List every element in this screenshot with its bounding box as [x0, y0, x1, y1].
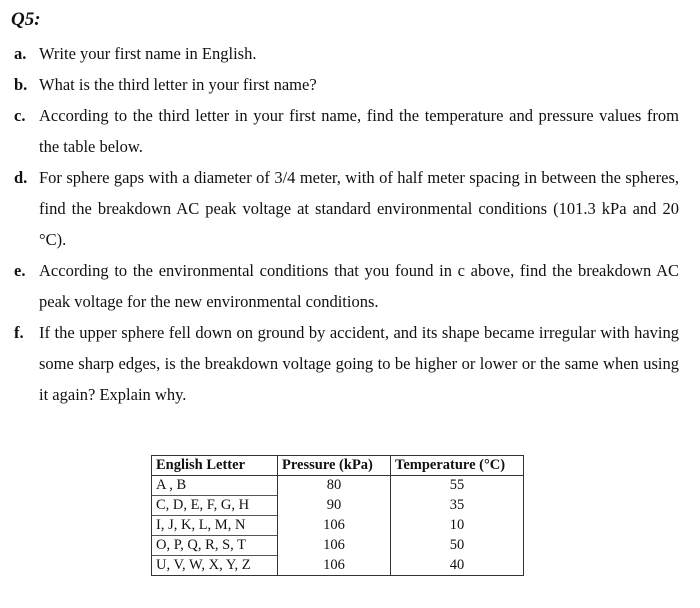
item-a — [14, 38, 679, 69]
item-c — [14, 100, 679, 162]
cell-pressure: 80 — [278, 476, 391, 496]
cell-letters: A , B — [152, 476, 278, 496]
conditions-table — [151, 455, 524, 576]
item-text: Write your first name in English. — [39, 44, 257, 63]
table-row — [152, 516, 524, 536]
question-items — [14, 38, 679, 410]
item-text: According to the environmental conditions that you found in c above, find the breakdown AC peak voltage for the new environmental conditions. — [39, 261, 679, 311]
cell-temperature: 35 — [391, 496, 524, 516]
item-text: For sphere gaps with a diameter of 3/4 meter, with of half meter spacing in between the spheres, find the breakdown AC peak voltage at standard environmental conditions (101.3 kPa and 20 °C). — [39, 168, 679, 249]
cell-pressure: 106 — [278, 516, 391, 536]
cell-letters: C, D, E, F, G, H — [152, 496, 278, 516]
cell-temperature: 50 — [391, 536, 524, 556]
cell-letters: I, J, K, L, M, N — [152, 516, 278, 536]
item-marker: d. — [14, 168, 28, 187]
cell-letters: O, P, Q, R, S, T — [152, 536, 278, 556]
conditions-table-wrapper — [151, 455, 524, 576]
item-text: According to the third letter in your first name, find the temperature and pressure values from the table below. — [39, 106, 679, 156]
table-row — [152, 496, 524, 516]
cell-temperature: 55 — [391, 476, 524, 496]
item-e — [14, 255, 679, 317]
cell-pressure: 90 — [278, 496, 391, 516]
cell-pressure: 106 — [278, 556, 391, 576]
cell-pressure: 106 — [278, 536, 391, 556]
header-english-letter: English Letter — [152, 456, 278, 476]
item-b — [14, 69, 679, 100]
table-header-row — [152, 456, 524, 476]
item-marker: b. — [14, 75, 28, 94]
question-title: Q5: — [11, 9, 41, 30]
item-marker: e. — [14, 261, 26, 280]
item-d — [14, 162, 679, 255]
item-marker: f. — [14, 323, 24, 342]
header-temperature: Temperature (°C) — [391, 456, 524, 476]
item-f — [14, 317, 679, 410]
cell-temperature: 40 — [391, 556, 524, 576]
item-marker: a. — [14, 44, 27, 63]
table-row — [152, 536, 524, 556]
header-pressure: Pressure (kPa) — [278, 456, 391, 476]
cell-letters: U, V, W, X, Y, Z — [152, 556, 278, 576]
table-row — [152, 556, 524, 576]
table-row — [152, 476, 524, 496]
cell-temperature: 10 — [391, 516, 524, 536]
item-text: What is the third letter in your first name? — [39, 75, 317, 94]
item-text: If the upper sphere fell down on ground by accident, and its shape became irregular with having some sharp edges, is the breakdown voltage going to be higher or lower or the same when using it again? Explain why. — [39, 323, 679, 404]
item-marker: c. — [14, 106, 26, 125]
